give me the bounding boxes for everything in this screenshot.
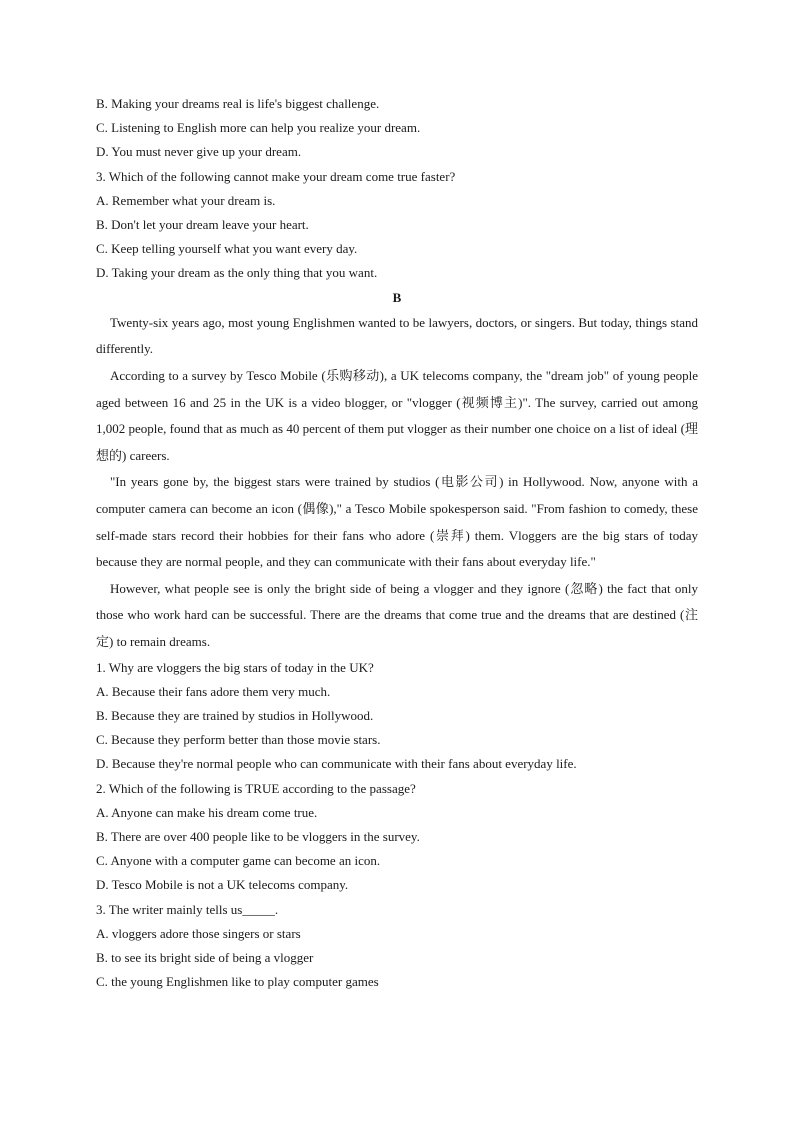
answer-option: C. Listening to English more can help you realize your dream. [96,120,421,136]
answer-option: B. Don't let your dream leave your heart. [96,217,309,233]
answer-option: A. vloggers adore those singers or stars [96,925,301,941]
answer-option: C. Anyone with a computer game can become an icon. [96,853,381,869]
answer-option: D. Because they're normal people who can communicate with their fans about everyday life. [96,756,577,772]
answer-option: A. Remember what your dream is. [96,192,276,208]
question: 3. Which of the following cannot make your dream come true faster? [96,168,456,184]
passage [96,310,698,656]
question: 1. Why are vloggers the big stars of today in the UK? [96,659,374,675]
passage-paragraph: According to a survey by Tesco Mobile (乐购移动), a UK telecoms company, the "dream job" of young people aged between 16 and 25 in the UK is a video blogger, or "vlogger (视频博主)". The survey, carried out among 1,002 people, found that as much as 40 percent of them put vlogger as their number one choice on a list of ideal (理想的) careers. [96,368,698,463]
answer-option: B. to see its bright side of being a vlogger [96,949,314,965]
answer-option: D. Tesco Mobile is not a UK telecoms company. [96,877,349,893]
answer-option: D. Taking your dream as the only thing that you want. [96,265,378,281]
passage-paragraph: However, what people see is only the bright side of being a vlogger and they ignore (忽略) the fact that only those who work hard can be successful. There are the dreams that come true and the dreams that are destined (注定) to remain dreams. [96,580,698,649]
answer-option: B. There are over 400 people like to be vloggers in the survey. [96,828,420,844]
answer-option: A. Because their fans adore them very much. [96,683,331,699]
question: 3. The writer mainly tells us_____. [96,901,279,917]
passage-paragraph: Twenty-six years ago, most young Englishmen wanted to be lawyers, doctors, or singers. But today, things stand differently. [96,314,698,357]
section-a-tail [96,92,698,286]
answer-option: C. the young Englishmen like to play computer games [96,974,379,990]
section-b-questions [96,656,698,995]
passage-paragraph: "In years gone by, the biggest stars were trained by studios (电影公司) in Hollywood. Now, anyone with a computer camera can become an icon (偶像)," a Tesco Mobile spokesperson said. "From fashion to comedy, these self-made stars record their hobbies for their fans who adore (崇拜) them. Vloggers are the big stars of today because they are normal people, and they can communicate with their fans about everyday life." [96,474,698,570]
answer-option: B. Making your dreams real is life's biggest challenge. [96,96,380,111]
answer-option: C. Because they perform better than those movie stars. [96,732,381,748]
answer-option: A. Anyone can make his dream come true. [96,804,318,820]
section-heading: B [392,289,402,305]
question: 2. Which of the following is TRUE according to the passage? [96,780,416,796]
answer-option: C. Keep telling yourself what you want every day. [96,241,358,257]
answer-option: D. You must never give up your dream. [96,144,302,160]
answer-option: B. Because they are trained by studios in Hollywood. [96,707,374,723]
document-page [96,92,698,994]
